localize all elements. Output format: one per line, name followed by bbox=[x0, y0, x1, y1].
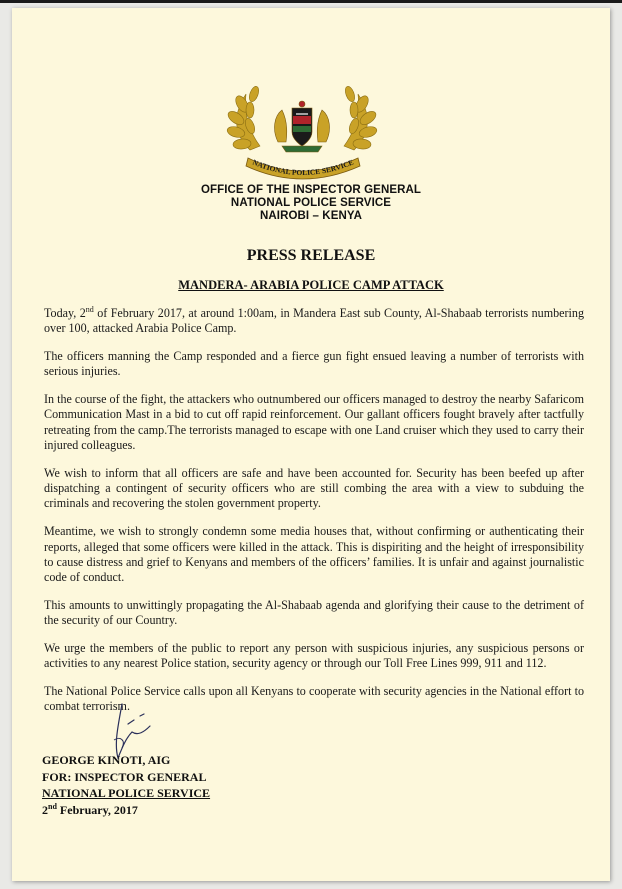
paragraph-8: The National Police Service calls upon all Kenyans to cooperate with security agencies in the National effort to combat terrorism. bbox=[44, 684, 584, 714]
paragraph-1: Today, 2nd of February 2017, at around 1:00am, in Mandera East sub County, Al-Shabaab terrorists numbering over 100, attacked Arabia Police Camp. bbox=[44, 304, 584, 336]
top-edge bbox=[0, 0, 622, 3]
signatory-org: NATIONAL POLICE SERVICE bbox=[42, 786, 211, 800]
signoff-date: 2nd February, 2017 bbox=[42, 801, 138, 817]
paragraph-5: Meantime, we wish to strongly condemn some media houses that, without confirming or authenticating their reports, alleged that some officers were killed in the attack. This is dispiriting and the height of irresponsibility to cause distress and grief to Kenyans and members of the officers’ families. It is unfair and against journalistic code of conduct. bbox=[44, 524, 584, 585]
office-line-1: OFFICE OF THE INSPECTOR GENERAL bbox=[200, 184, 422, 196]
signoff-block bbox=[42, 752, 210, 818]
emblem-banner-text: NATIONAL POLICE SERVICE bbox=[251, 157, 355, 178]
svg-text:NATIONAL POLICE SERVICE bbox=[251, 158, 355, 178]
office-line-3: NAIROBI – KENYA bbox=[259, 210, 363, 222]
paragraph-4: We wish to inform that all officers are safe and have been accounted for. Security has been beefed up after dispatching a contingent of security officers who are still combing the area with a view to subduing the criminals and recovering the stolen government property. bbox=[44, 465, 584, 511]
signatory-for: FOR: INSPECTOR GENERAL bbox=[42, 769, 207, 784]
paragraph-7: We urge the members of the public to report any person with suspicious injuries, any suspicious persons or activities to any nearest Police station, security agency or through our Toll Free Lines 999, 911 and 112. bbox=[44, 641, 584, 671]
press-release-page bbox=[12, 8, 610, 881]
paragraph-3: In the course of the fight, the attackers who outnumbered our officers managed to destroy the nearby Safaricom Communication Mast in a bid to cut off rapid reinforcement. Our gallant officers fought bravely after tactfully retreating from the camp.The terrorists managed to escape with one Land cruiser which they used to carry their injured colleagues. bbox=[44, 392, 584, 453]
paragraph-6: This amounts to unwittingly propagating the Al-Shabaab agenda and glorifying their cause to the detriment of the security of our Country. bbox=[44, 597, 584, 628]
paragraph-2: The officers manning the Camp responded and a fierce gun fight ensued leaving a number of terrorists with serious injuries. bbox=[44, 349, 584, 379]
release-body bbox=[44, 306, 584, 727]
office-line-2: NATIONAL POLICE SERVICE bbox=[230, 197, 392, 209]
emblem-banner bbox=[212, 80, 392, 180]
document-subtitle: MANDERA- ARABIA POLICE CAMP ATTACK bbox=[178, 278, 444, 292]
signatory-name: GEORGE KINOTI, AIG bbox=[42, 753, 171, 767]
document-title: PRESS RELEASE bbox=[246, 247, 376, 264]
